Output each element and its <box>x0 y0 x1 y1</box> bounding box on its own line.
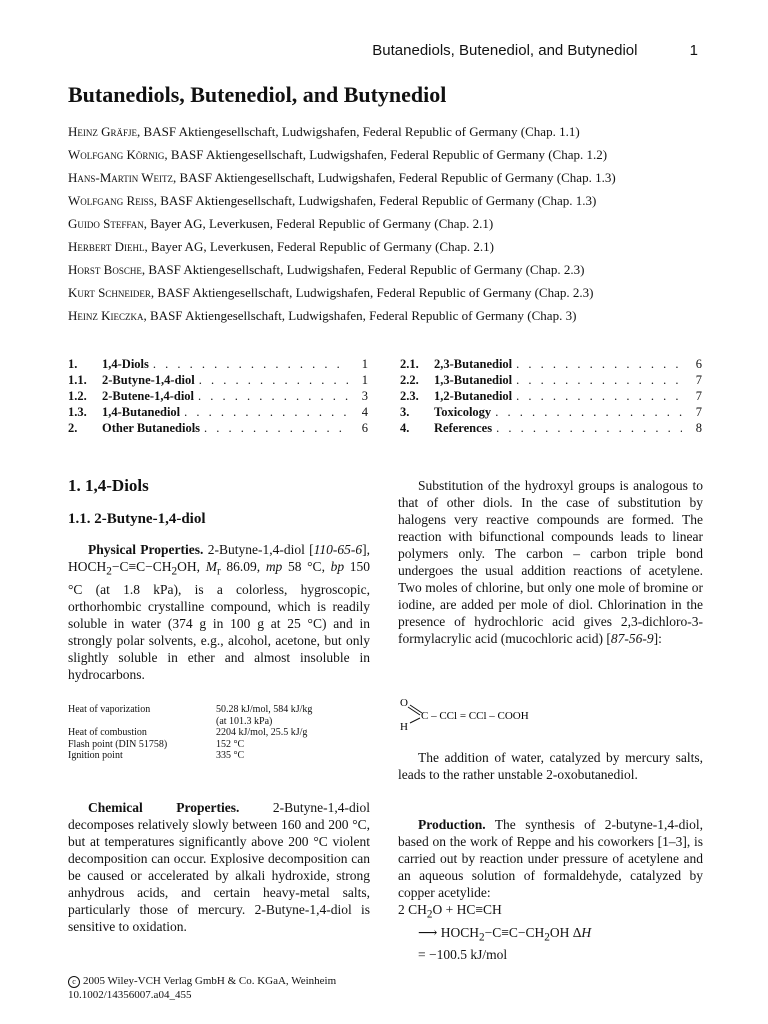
author-line <box>68 123 718 146</box>
toc-entry[interactable] <box>400 372 702 388</box>
page-number: 1 <box>689 42 698 59</box>
author-name: Wolfgang Körnig <box>68 147 165 162</box>
toc-entry[interactable] <box>400 420 702 436</box>
property-name: Ignition point <box>68 750 123 762</box>
chemical-properties-text: 2-Butyne-1,4-diol decomposes relatively slowly between 160 and 200 °C, but at temperatures significantly above 200 °C violent decomposition can occur. Explosive decomposition can be caused or accelerated by alkali hydroxide, strong anhydrous acids, and certain heavy-metal salts, particularly those of mercury. 2-Butyne-1,4-diol is sensitive to oxidation. <box>68 800 370 934</box>
physical-properties-text: is a colorless, hygroscopic, orthorhombic crystalline compound, which is readily soluble in water (374 g in 100 g at 25 °C) and in strongly polar solvents, e.g., alcohol, acetone, but only slightly soluble in ether and almost insoluble in hydrocarbons. <box>68 581 370 682</box>
subsection-heading: 1.1. 2-Butyne-1,4-diol <box>68 511 206 527</box>
mucochloric-acid-structure <box>398 692 568 736</box>
toc-left <box>68 356 368 436</box>
equation-line: ⟶ $HOCH_2-C\equiv C-CH_2OH$ ΔH <box>418 924 592 944</box>
toc-leader <box>492 420 682 436</box>
author-affiliation: , Bayer AG, Leverkusen, Federal Republic of Germany (Chap. 2.1) <box>144 239 494 254</box>
physical-properties-paragraph: Physical Properties. 2-Butyne-1,4-diol [110-65-6], $HOCH_2-C\equiv C-CH_2OH$, $M_r$ 86.09, mp 58 °C, bp 150 °C (at 1.8 kPa), is a colorless, hygroscopic, orthorhombic crystalline compound, which is readily soluble in water (374 g in 100 g at 25 °C) and in strongly polar solvents, e.g., alcohol, acetone, but only slightly soluble in ether and almost insoluble in hydrocarbons. <box>68 542 371 682</box>
structure-chain: C – CCl = CCl – COOH <box>421 710 529 722</box>
equation-line: 2 $CH_2O + HC\equiv CH$ <box>398 902 502 921</box>
toc-title: 2,3-Butanediol <box>434 357 513 371</box>
toc-leader <box>491 404 682 420</box>
author-name: Hans-Martin Weitz <box>68 170 174 185</box>
toc-leader <box>149 356 348 372</box>
author-affiliation: , BASF Aktiengesellschaft, Ludwigshafen, Federal Republic of Germany (Chap. 1.3) <box>173 170 616 185</box>
reaction-equation <box>398 901 703 963</box>
structure-oxygen: O <box>400 697 408 709</box>
author-affiliation: , BASF Aktiengesellschaft, Ludwigshafen, Federal Republic of Germany (Chap. 3) <box>143 308 577 323</box>
toc-title: Other Butanediols <box>102 421 201 435</box>
toc-page: 4 <box>361 405 368 419</box>
toc-entry[interactable] <box>400 388 702 404</box>
toc-entry[interactable] <box>68 372 368 388</box>
toc-page: 1 <box>361 373 368 387</box>
author-name: Herbert Diehl <box>68 239 145 254</box>
toc-leader <box>512 372 682 388</box>
toc-right <box>400 356 702 436</box>
footer <box>68 974 336 1002</box>
property-name: Heat of combustion <box>68 727 147 739</box>
toc-leader <box>195 372 348 388</box>
author-list <box>68 123 718 330</box>
author-line <box>68 169 718 192</box>
toc-title: 1,3-Butanediol <box>434 373 513 387</box>
toc-page: 3 <box>361 389 368 403</box>
toc-page: 1 <box>361 357 368 371</box>
author-name: Kurt Schneider <box>68 285 151 300</box>
author-name: Heinz Gräfje <box>68 124 138 139</box>
toc-number: 1.1. <box>68 373 87 387</box>
toc-title: 2-Butene-1,4-diol <box>102 389 195 403</box>
author-affiliation: , BASF Aktiengesellschaft, Ludwigshafen, Federal Republic of Germany (Chap. 1.1) <box>137 124 580 139</box>
author-line <box>68 238 718 261</box>
author-line <box>68 146 718 169</box>
toc-number: 2.1. <box>400 357 419 371</box>
toc-page: 6 <box>361 421 368 435</box>
physical-properties-lead: Physical Properties. <box>88 542 204 557</box>
author-name: Wolfgang Reiss <box>68 193 154 208</box>
toc-leader <box>200 420 348 436</box>
toc-leader <box>194 388 348 404</box>
property-value: 335 °C <box>216 750 245 762</box>
author-name: Horst Bosche <box>68 262 142 277</box>
property-name: Heat of vaporization <box>68 704 151 715</box>
toc-page: 7 <box>695 373 702 387</box>
toc-entry[interactable] <box>68 420 368 436</box>
table-row <box>68 750 312 762</box>
toc-entry[interactable] <box>68 404 368 420</box>
structure-bond <box>410 718 420 723</box>
toc-title: 1,4-Diols <box>102 357 149 371</box>
cas-number: 110-65-6 <box>313 542 363 557</box>
water-addition-paragraph: The addition of water, catalyzed by mercury salts, leads to the rather unstable 2-oxobutanediol. <box>398 750 703 782</box>
toc-page: 7 <box>695 405 702 419</box>
section-heading: 1. 1,4-Diols <box>68 476 149 495</box>
property-value: 152 °C <box>216 738 245 750</box>
toc-page: 7 <box>695 389 702 403</box>
running-title: Butanediols, Butenediol, and Butynediol <box>372 42 638 59</box>
copyright-text: 2005 Wiley-VCH Verlag GmbH & Co. KGaA, Weinheim <box>83 975 337 987</box>
toc-number: 1.3. <box>68 405 87 419</box>
equation-line: = −100.5 kJ/mol <box>418 947 508 963</box>
toc-page: 8 <box>695 421 702 435</box>
toc-number: 1.2. <box>68 389 87 403</box>
toc-title: 2-Butyne-1,4-diol <box>102 373 195 387</box>
article-title: Butanediols, Butenediol, and Butynediol <box>68 82 447 107</box>
chemical-properties-paragraph <box>68 799 370 935</box>
toc-title: References <box>434 421 493 435</box>
toc-entry[interactable] <box>68 356 368 372</box>
toc-number: 2.2. <box>400 373 419 387</box>
author-line <box>68 192 718 215</box>
toc-title: 1,4-Butanediol <box>102 405 181 419</box>
toc-number: 1. <box>68 357 78 371</box>
author-line <box>68 284 718 307</box>
toc-entry[interactable] <box>400 404 702 420</box>
copyright-line <box>68 974 336 988</box>
toc-leader <box>512 356 682 372</box>
structure-hydrogen: H <box>400 721 408 733</box>
author-name: Guido Steffan <box>68 216 144 231</box>
copyright-icon: c <box>68 976 80 988</box>
toc-leader <box>512 388 682 404</box>
production-text: The synthesis of 2-butyne-1,4-diol, based on the work of Reppe and his coworkers [1–3], is carried out by reaction under pressure of acetylene and an aqueous solution of formaldehyde, catalyzed by copper acetylide: <box>398 817 703 900</box>
doi[interactable]: 10.1002/14356007.a04_455 <box>68 989 192 1001</box>
property-value: 2204 kJ/mol, 25.5 kJ/g <box>216 727 308 739</box>
toc-page: 6 <box>695 357 702 371</box>
cas-number: 87-56-9 <box>610 631 654 646</box>
toc-number: 2.3. <box>400 389 419 403</box>
toc-title: Toxicology <box>434 405 492 419</box>
chemical-properties-lead: Chemical Properties. <box>88 800 240 815</box>
toc-entry[interactable] <box>400 356 702 372</box>
author-affiliation: , Bayer AG, Leverkusen, Federal Republic of Germany (Chap. 2.1) <box>143 216 494 231</box>
production-paragraph <box>398 816 703 901</box>
substitution-paragraph: Substitution of the hydroxyl groups is analogous to that of other diols. In the case of substitution by halogens very reactive compounds are formed. The reaction with bifunctional compounds leads to linear polymers only. The carbon – carbon triple bond undergoes the usual addition reactions of acetylene. Two moles of chlorine, but only one mole of bromine or iodine, are added per mole of diol. Chlorination in the presence of hydrochloric acid gives 2,3-dichloro-3-formylacrylic acid (mucochloric acid) [87-56-9]: <box>398 478 703 646</box>
running-head <box>372 42 698 59</box>
toc-leader <box>180 404 348 420</box>
author-line <box>68 307 718 330</box>
toc-entry[interactable] <box>68 388 368 404</box>
author-affiliation: , BASF Aktiengesellschaft, Ludwigshafen, Federal Republic of Germany (Chap. 1.2) <box>164 147 608 162</box>
properties-table <box>68 704 312 762</box>
author-line <box>68 261 718 284</box>
table-row <box>68 739 312 751</box>
toc-number: 2. <box>68 421 78 435</box>
author-name: Heinz Kieczka <box>68 308 144 323</box>
author-affiliation: , BASF Aktiengesellschaft, Ludwigshafen, Federal Republic of Germany (Chap. 1.3) <box>153 193 597 208</box>
author-line <box>68 215 718 238</box>
property-value: 50.28 kJ/mol, 584 kJ/kg (at 101.3 kPa) <box>216 704 313 727</box>
property-name: Flash point (DIN 51758) <box>68 738 168 750</box>
toc-number: 3. <box>400 405 410 419</box>
molar-mass: 86.09 <box>226 559 257 574</box>
toc-number: 4. <box>400 421 410 435</box>
author-affiliation: , BASF Aktiengesellschaft, Ludwigshafen, Federal Republic of Germany (Chap. 2.3) <box>150 285 594 300</box>
author-affiliation: , BASF Aktiengesellschaft, Ludwigshafen, Federal Republic of Germany (Chap. 2.3) <box>141 262 585 277</box>
table-row <box>68 727 312 739</box>
toc-title: 1,2-Butanediol <box>434 389 513 403</box>
production-lead: Production. <box>418 817 486 832</box>
table-row <box>68 704 312 727</box>
